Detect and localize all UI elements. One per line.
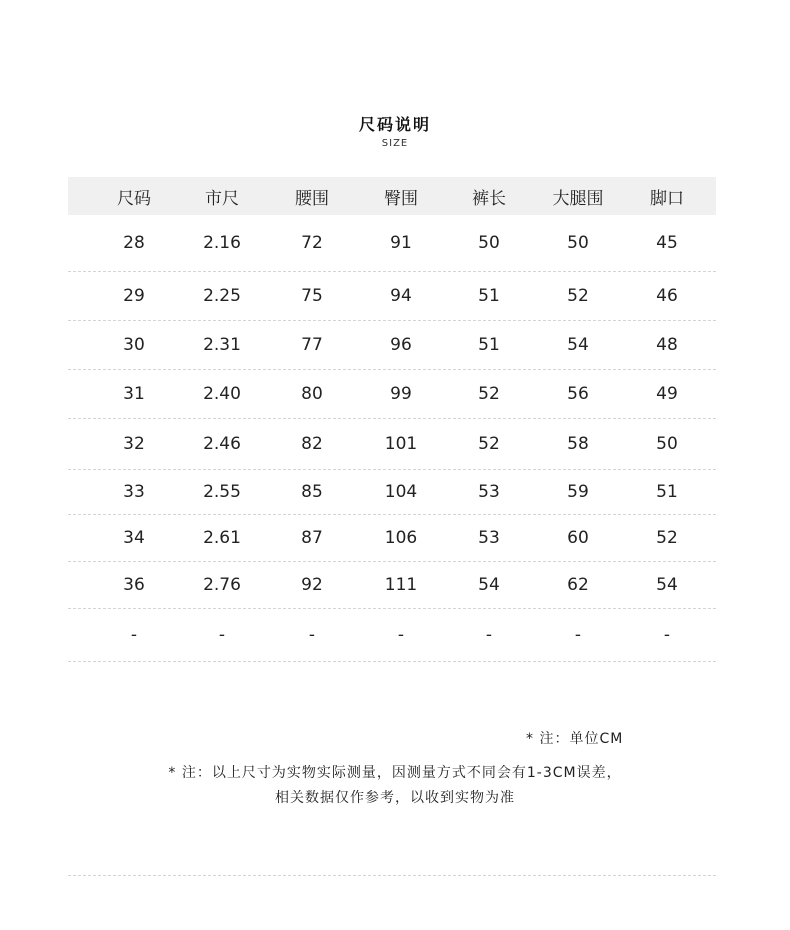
- table-cell: -: [574, 625, 582, 645]
- table-header-row: [68, 177, 716, 215]
- unit-note: * 注：单位CM: [526, 731, 624, 747]
- measurement-note-line-1: * 注：以上尺寸为实物实际测量，因测量方式不同会有1-3CM误差，: [168, 765, 622, 781]
- column-header: 臀围: [384, 188, 418, 209]
- table-cell: 60: [567, 528, 589, 548]
- table-cell: 45: [656, 233, 678, 253]
- table-cell: 54: [567, 335, 589, 355]
- table-cell: 59: [567, 482, 589, 502]
- table-cell: 31: [123, 384, 145, 404]
- column-header: 尺码: [117, 188, 151, 209]
- table-cell: -: [663, 625, 671, 645]
- column-header: 腰围: [295, 188, 329, 209]
- table-cell: 99: [390, 384, 412, 404]
- table-cell: 51: [478, 286, 500, 306]
- measurement-note-line-2: 相关数据仅作参考，以收到实物为准: [275, 790, 515, 806]
- page-subtitle: SIZE: [381, 138, 409, 149]
- table-cell: 52: [656, 528, 678, 548]
- table-row: [68, 215, 716, 272]
- table-cell: 2.16: [203, 233, 241, 253]
- table-cell: 2.61: [203, 528, 241, 548]
- table-cell: 28: [123, 233, 145, 253]
- page-title: 尺码说明: [358, 115, 431, 134]
- table-cell: 48: [656, 335, 678, 355]
- table-cell: 2.25: [203, 286, 241, 306]
- table-cell: 54: [656, 575, 678, 595]
- table-cell: 51: [656, 482, 678, 502]
- table-cell: 92: [301, 575, 323, 595]
- table-row: [68, 321, 716, 370]
- table-cell: 52: [567, 286, 589, 306]
- table-cell: 82: [301, 434, 323, 454]
- table-cell: 32: [123, 434, 145, 454]
- table-body: [68, 215, 716, 662]
- table-cell: 2.76: [203, 575, 241, 595]
- table-cell: 29: [123, 286, 145, 306]
- table-cell: 36: [123, 575, 145, 595]
- table-cell: 77: [301, 335, 323, 355]
- table-cell: -: [485, 625, 493, 645]
- table-cell: 58: [567, 434, 589, 454]
- table-row: [68, 515, 716, 562]
- table-cell: 85: [301, 482, 323, 502]
- table-row: [68, 609, 716, 662]
- table-cell: 2.55: [203, 482, 241, 502]
- table-cell: 56: [567, 384, 589, 404]
- table-cell: 94: [390, 286, 412, 306]
- column-header: 市尺: [205, 188, 239, 209]
- table-cell: 53: [478, 482, 500, 502]
- table-cell: 75: [301, 286, 323, 306]
- table-cell: 80: [301, 384, 323, 404]
- table-cell: 53: [478, 528, 500, 548]
- column-header: 大腿围: [552, 188, 604, 209]
- table-cell: 62: [567, 575, 589, 595]
- table-cell: -: [308, 625, 316, 645]
- table-cell: 33: [123, 482, 145, 502]
- table-cell: 52: [478, 384, 500, 404]
- table-cell: 2.40: [203, 384, 241, 404]
- table-cell: 50: [478, 233, 500, 253]
- table-cell: 51: [478, 335, 500, 355]
- table-cell: 72: [301, 233, 323, 253]
- size-table: [68, 177, 716, 662]
- table-cell: 111: [384, 575, 418, 595]
- table-cell: -: [130, 625, 138, 645]
- table-row: [68, 470, 716, 515]
- table-cell: 101: [384, 434, 418, 454]
- table-row: [68, 562, 716, 609]
- table-cell: 52: [478, 434, 500, 454]
- table-cell: -: [218, 625, 226, 645]
- table-cell: 30: [123, 335, 145, 355]
- table-row: [68, 419, 716, 470]
- column-header: 裤长: [472, 188, 506, 209]
- bottom-divider: [68, 875, 716, 876]
- table-cell: -: [397, 625, 405, 645]
- table-cell: 50: [656, 434, 678, 454]
- table-row: [68, 370, 716, 419]
- table-cell: 106: [384, 528, 418, 548]
- table-cell: 50: [567, 233, 589, 253]
- table-cell: 2.46: [203, 434, 241, 454]
- table-cell: 34: [123, 528, 145, 548]
- table-cell: 2.31: [203, 335, 241, 355]
- table-cell: 104: [384, 482, 418, 502]
- table-cell: 96: [390, 335, 412, 355]
- table-cell: 54: [478, 575, 500, 595]
- table-cell: 46: [656, 286, 678, 306]
- table-cell: 49: [656, 384, 678, 404]
- table-row: [68, 272, 716, 321]
- column-header: 脚口: [650, 188, 684, 209]
- table-cell: 87: [301, 528, 323, 548]
- table-cell: 91: [390, 233, 412, 253]
